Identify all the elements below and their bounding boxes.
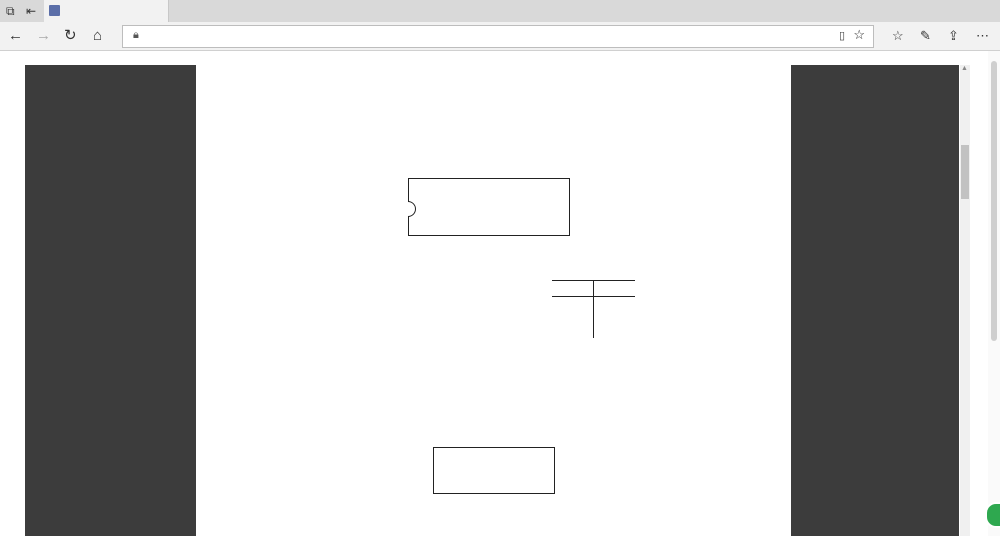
pdf-scrollbar[interactable] (960, 65, 970, 536)
lock-icon: 🔒︎ (133, 29, 139, 41)
web-note-icon[interactable]: ✎ (920, 28, 931, 43)
page-favicon-icon (49, 5, 60, 16)
page-scroll-thumb[interactable] (991, 61, 997, 341)
page-scrollbar[interactable] (988, 51, 1000, 536)
loading-divider (593, 281, 594, 338)
tab-strip (0, 0, 1000, 22)
share-icon[interactable]: ⇪ (948, 28, 959, 43)
logic-symbol-box (433, 447, 555, 494)
pdf-viewer (25, 65, 959, 536)
float-badge[interactable] (985, 502, 1000, 528)
back-icon[interactable]: ← (8, 27, 23, 44)
loading-header-rule (552, 296, 635, 297)
set-aside-tabs-icon[interactable]: ⇤ (26, 4, 37, 18)
tab-overview-icon[interactable]: ⧉ (6, 4, 15, 18)
more-menu-icon[interactable]: ⋯ (976, 28, 989, 43)
address-bar[interactable] (122, 25, 874, 48)
refresh-icon[interactable]: ↻ (64, 27, 77, 44)
chip-notch (408, 201, 416, 217)
pdf-scroll-thumb[interactable] (961, 145, 969, 199)
favorites-hub-icon[interactable]: ☆ (892, 28, 904, 43)
dip-chip-body (408, 178, 570, 236)
forward-icon[interactable]: → (36, 27, 51, 44)
loading-heading (556, 270, 558, 277)
address-toolbar (0, 22, 1000, 51)
favorite-star-icon[interactable]: ☆ (853, 27, 865, 42)
reading-view-icon[interactable]: ▯ (838, 30, 845, 42)
active-tab[interactable] (44, 0, 169, 22)
page-viewport (0, 51, 1000, 536)
datasheet-page (196, 65, 791, 536)
scroll-up-icon[interactable]: ▲ (961, 65, 968, 72)
home-icon[interactable]: ⌂ (93, 27, 103, 44)
